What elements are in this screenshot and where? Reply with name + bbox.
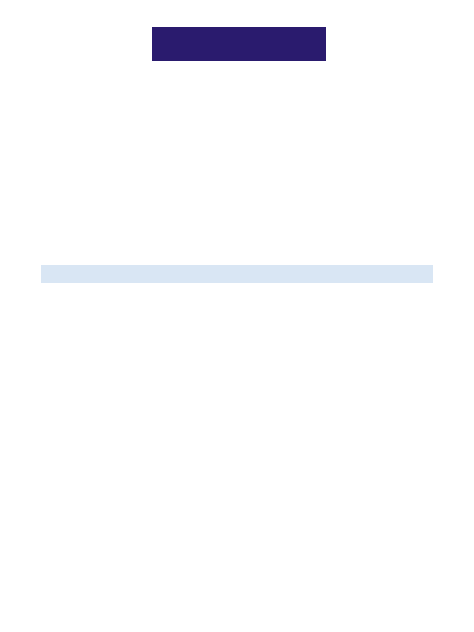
vmc-logo <box>152 27 326 61</box>
section-header-bar <box>41 265 433 283</box>
